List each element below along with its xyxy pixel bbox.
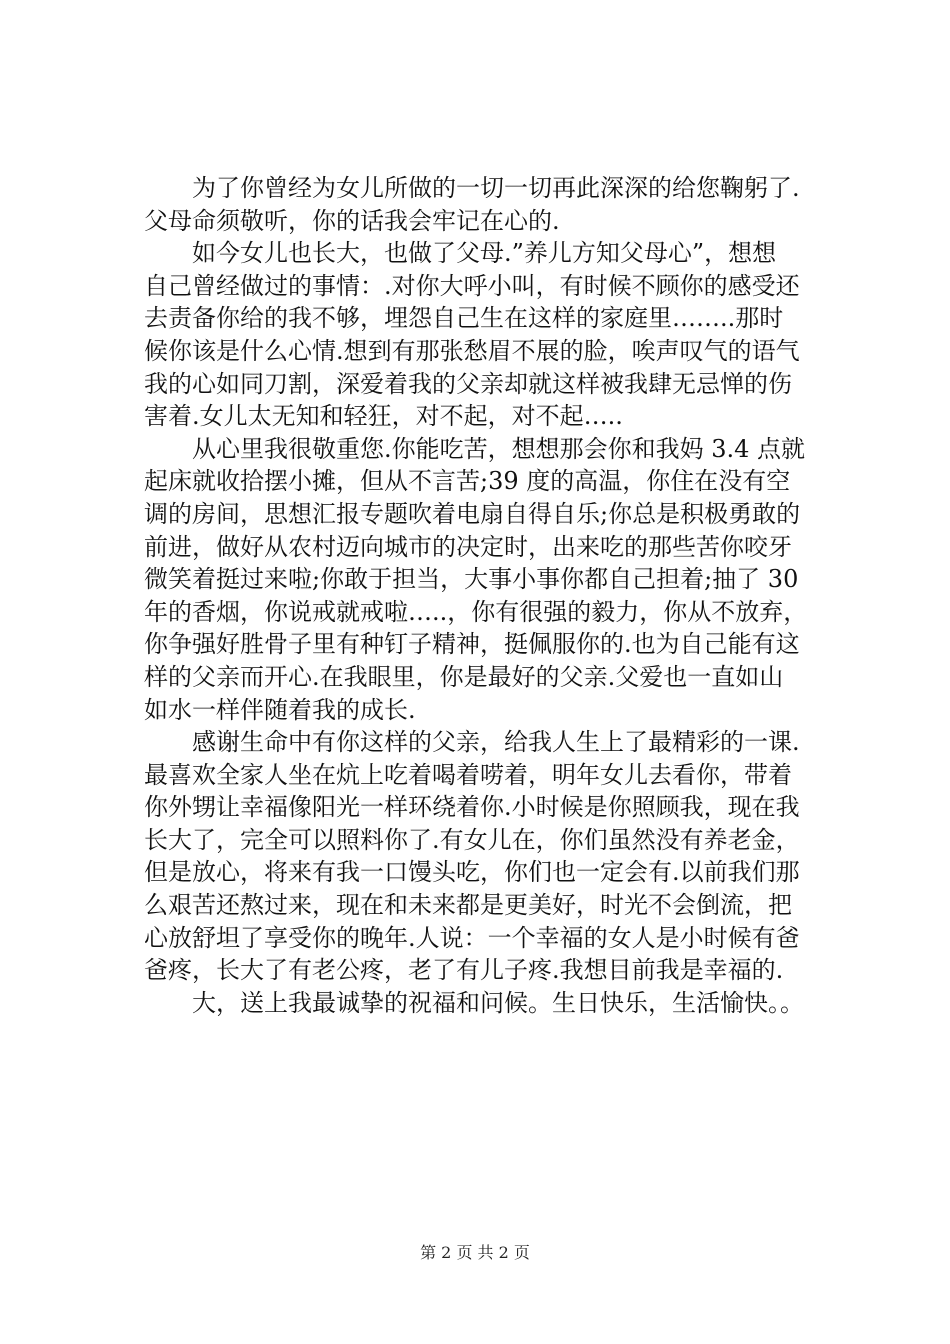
text-line: 如今女儿也长大，也做了父母.”养儿方知父母心”，想想	[144, 239, 777, 268]
text-line: 父母命须敬听，你的话我会牢记在心的.	[144, 206, 560, 235]
text-line: 么艰苦还熬过来，现在和未来都是更美好，时光不会倒流，把	[144, 891, 792, 920]
text-line: 心放舒坦了享受你的晚年.人说：一个幸福的女人是小时候有爸	[144, 923, 800, 952]
page-footer	[0, 1243, 950, 1263]
text-line: 感谢生命中有你这样的父亲，给我人生上了最精彩的一课.	[144, 728, 800, 757]
text-line: 候你该是什么心情.想到有那张愁眉不展的脸，唉声叹气的语气	[144, 336, 800, 365]
text-line: 微笑着挺过来啦;你敢于担当，大事小事你都自己担着;抽了 30	[144, 565, 799, 594]
text-line: 害着.女儿太无知和轻狂，对不起，对不起…..	[144, 402, 623, 431]
text-line: 为了你曾经为女儿所做的一切一切再此深深的给您鞠躬了.	[144, 174, 800, 202]
text-line: 我的心如同刀割，深爱着我的父亲却就这样被我肆无忌惮的伤	[144, 369, 792, 398]
text-line: 你外甥让幸福像阳光一样环绕着你.小时候是你照顾我，现在我	[144, 793, 800, 822]
text-line: 自己曾经做过的事情：.对你大呼小叫，有时候不顾你的感受还	[144, 271, 800, 300]
text-line: 年的香烟，你说戒就戒啦…..，你有很强的毅力，你从不放弃，	[144, 597, 808, 626]
body-text	[144, 172, 844, 1019]
text-line: 爸疼，长大了有老公疼，老了有儿子疼.我想目前我是幸福的.	[144, 956, 784, 985]
text-line: 从心里我很敬重您.你能吃苦，想想那会你和我妈 3.4 点就	[144, 434, 806, 463]
text-line: 前进，做好从农村迈向城市的决定时，出来吃的那些苦你咬牙	[144, 532, 792, 561]
text-line: 但是放心，将来有我一口馒头吃，你们也一定会有.以前我们那	[144, 858, 800, 887]
page-number: 第 2 页 共 2 页	[420, 1243, 530, 1262]
text-line: 如水一样伴随着我的成长.	[144, 695, 416, 724]
text-line: 起床就收拾摆小摊，但从不言苦;39 度的高温，你住在没有空	[144, 467, 791, 496]
text-line: 大，送上我最诚挚的祝福和问候。生日快乐，生活愉快。。	[144, 988, 804, 1017]
text-line: 你争强好胜骨子里有种钉子精神，挺佩服你的.也为自己能有这	[144, 630, 800, 659]
text-line: 样的父亲而开心.在我眼里，你是最好的父亲.父爱也一直如山	[144, 662, 784, 691]
text-line: 去责备你给的我不够，埋怨自己生在这样的家庭里……..那时	[144, 304, 784, 333]
text-line: 最喜欢全家人坐在炕上吃着喝着唠着，明年女儿去看你，带着	[144, 760, 792, 789]
text-line: 长大了，完全可以照料你了.有女儿在，你们虽然没有养老金，	[144, 825, 800, 854]
text-line: 调的房间，思想汇报专题吹着电扇自得自乐;你总是积极勇敢的	[144, 499, 801, 528]
